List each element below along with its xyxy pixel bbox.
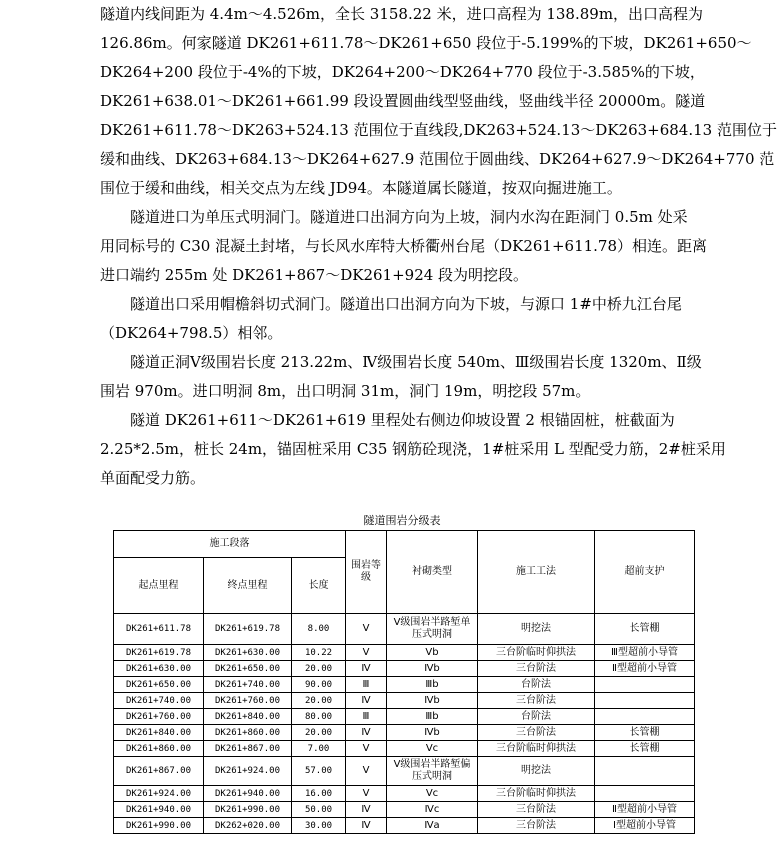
paragraph-line: 进口端约 255m 处 DK261+867～DK261+924 段为明挖段。 [100, 266, 529, 284]
start-cell: DK261+924.00 [114, 786, 204, 802]
length-cell: 57.00 [292, 757, 346, 786]
grade-cell: Ⅳ [346, 818, 387, 834]
lining-cell: Ⅴc [387, 741, 478, 757]
start-cell: DK261+740.00 [114, 693, 204, 709]
table-row [114, 818, 695, 834]
lining-cell: Ⅳb [387, 661, 478, 677]
support-cell [595, 693, 695, 709]
table-row [114, 725, 695, 741]
end-cell: DK261+867.00 [204, 741, 292, 757]
header-end: 终点里程 [204, 558, 292, 614]
table-body [114, 614, 695, 834]
lining-cell: Ⅳa [387, 818, 478, 834]
header-lining: 衬砌类型 [387, 531, 478, 614]
method-cell: 台阶法 [478, 709, 595, 725]
table-row [114, 693, 695, 709]
lining-cell: Ⅳc [387, 802, 478, 818]
paragraph [100, 406, 726, 493]
end-cell: DK261+990.00 [204, 802, 292, 818]
paragraph [100, 348, 704, 406]
support-cell [595, 786, 695, 802]
support-cell: Ⅲ型超前小导管 [595, 645, 695, 661]
end-cell: DK261+760.00 [204, 693, 292, 709]
support-cell: Ⅰ型超前小导管 [595, 818, 695, 834]
table-row [114, 677, 695, 693]
length-cell: 80.00 [292, 709, 346, 725]
length-cell: 8.00 [292, 614, 346, 645]
grade-cell: Ⅳ [346, 802, 387, 818]
support-cell [595, 677, 695, 693]
length-cell: 20.00 [292, 661, 346, 677]
grade-cell: Ⅴ [346, 614, 387, 645]
table-row [114, 741, 695, 757]
grade-cell: Ⅳ [346, 725, 387, 741]
lining-cell: Ⅴ级围岩半路堑偏压式明洞 [387, 757, 478, 786]
header-grade: 围岩等级 [346, 531, 387, 614]
start-cell: DK261+611.78 [114, 614, 204, 645]
grade-cell: Ⅴ [346, 741, 387, 757]
start-cell: DK261+650.00 [114, 677, 204, 693]
start-cell: DK261+940.00 [114, 802, 204, 818]
table-row [114, 614, 695, 645]
lining-cell: Ⅲb [387, 709, 478, 725]
support-cell: 长管棚 [595, 614, 695, 645]
start-cell: DK261+990.00 [114, 818, 204, 834]
grade-cell: Ⅴ [346, 786, 387, 802]
length-cell: 7.00 [292, 741, 346, 757]
method-cell: 三台阶临时仰拱法 [478, 786, 595, 802]
end-cell: DK261+650.00 [204, 661, 292, 677]
lining-cell: Ⅴ级围岩半路堑单压式明洞 [387, 614, 478, 645]
method-cell: 三台阶法 [478, 693, 595, 709]
paragraph [100, 203, 708, 290]
end-cell: DK261+924.00 [204, 757, 292, 786]
grade-cell: Ⅲ [346, 709, 387, 725]
paragraph-line: 隧道 DK261+611～DK261+619 里程处右侧边仰坡设置 2 根锚固桩，桩截面为 [130, 411, 675, 429]
start-cell: DK261+867.00 [114, 757, 204, 786]
end-cell: DK261+940.00 [204, 786, 292, 802]
method-cell: 三台阶临时仰拱法 [478, 645, 595, 661]
support-cell: 长管棚 [595, 741, 695, 757]
paragraph-line: 隧道正洞Ⅴ级围岩长度 213.22m、Ⅳ级围岩长度 540m、Ⅲ级围岩长度 1320m、Ⅱ级 [130, 353, 702, 371]
method-cell: 三台阶法 [478, 661, 595, 677]
table-row [114, 661, 695, 677]
header-start: 起点里程 [114, 558, 204, 614]
support-cell [595, 709, 695, 725]
grade-cell: Ⅳ [346, 661, 387, 677]
grade-cell: Ⅴ [346, 645, 387, 661]
lining-cell: Ⅴb [387, 645, 478, 661]
paragraph-line: 隧道出口采用帽檐斜切式洞门。隧道出口出洞方向为下坡，与源口 1#中桥九江台尾 [130, 295, 682, 313]
paragraph [100, 290, 704, 348]
header-method: 施工工法 [478, 531, 595, 614]
paragraph-line: DK261+638.01～DK261+661.99 段设置圆曲线型竖曲线，竖曲线半径 20000m。隧道 [100, 92, 706, 110]
start-cell: DK261+860.00 [114, 741, 204, 757]
end-cell: DK262+020.00 [204, 818, 292, 834]
table-title: 隧道围岩分级表 [363, 514, 441, 527]
table-row [114, 757, 695, 786]
paragraph-line: 围位于缓和曲线，相关交点为左线 JD94。本隧道属长隧道，按双向掘进施工。 [100, 179, 622, 197]
lining-cell: Ⅴc [387, 786, 478, 802]
lining-cell: Ⅲb [387, 677, 478, 693]
paragraph-line: （DK264+798.5）相邻。 [100, 324, 283, 342]
table-row [114, 802, 695, 818]
paragraph-line: 围岩 970m。进口明洞 8m，出口明洞 31m，洞门 19m，明挖段 57m。 [100, 382, 591, 400]
method-cell: 明挖法 [478, 614, 595, 645]
rock-grade-table [113, 530, 695, 834]
length-cell: 50.00 [292, 802, 346, 818]
length-cell: 30.00 [292, 818, 346, 834]
support-cell: Ⅱ型超前小导管 [595, 802, 695, 818]
start-cell: DK261+760.00 [114, 709, 204, 725]
end-cell: DK261+619.78 [204, 614, 292, 645]
paragraph-line: 隧道进口为单压式明洞门。隧道进口出洞方向为上坡，洞内水沟在距洞门 0.5m 处采 [130, 208, 688, 226]
length-cell: 16.00 [292, 786, 346, 802]
table-row [114, 645, 695, 661]
method-cell: 三台阶法 [478, 818, 595, 834]
paragraph-line: 隧道内线间距为 4.4m～4.526m，全长 3158.22 米，进口高程为 138.89m，出口高程为 [100, 5, 704, 23]
end-cell: DK261+630.00 [204, 645, 292, 661]
lining-cell: Ⅳb [387, 725, 478, 741]
paragraph-line: 2.25*2.5m，桩长 24m，锚固桩采用 C35 钢筋砼现浇，1#桩采用 L 型配受力筋，2#桩采用 [100, 440, 726, 458]
method-cell: 明挖法 [478, 757, 595, 786]
paragraph-line: 用同标号的 C30 混凝土封堵，与长风水库特大桥衢州台尾（DK261+611.78）相连。距离 [100, 237, 708, 255]
table-row [114, 786, 695, 802]
start-cell: DK261+630.00 [114, 661, 204, 677]
grade-cell: Ⅴ [346, 757, 387, 786]
start-cell: DK261+840.00 [114, 725, 204, 741]
paragraph-line: 单面配受力筋。 [100, 469, 206, 487]
header-length: 长度 [292, 558, 346, 614]
lining-cell: Ⅳb [387, 693, 478, 709]
end-cell: DK261+840.00 [204, 709, 292, 725]
grade-cell: Ⅲ [346, 677, 387, 693]
support-cell: Ⅱ型超前小导管 [595, 661, 695, 677]
method-cell: 台阶法 [478, 677, 595, 693]
method-cell: 三台阶临时仰拱法 [478, 741, 595, 757]
end-cell: DK261+860.00 [204, 725, 292, 741]
end-cell: DK261+740.00 [204, 677, 292, 693]
paragraph-line: 126.86m。何家隧道 DK261+611.78～DK261+650 段位于-5.199%的下坡，DK261+650～ [100, 34, 752, 52]
length-cell: 20.00 [292, 725, 346, 741]
method-cell: 三台阶法 [478, 802, 595, 818]
paragraph-line: DK261+611.78～DK263+524.13 范围位于直线段,DK263+524.13～DK263+684.13 范围位于 [100, 121, 777, 139]
method-cell: 三台阶法 [478, 725, 595, 741]
paragraph [100, 0, 777, 203]
length-cell: 90.00 [292, 677, 346, 693]
support-cell: 长管棚 [595, 725, 695, 741]
length-cell: 20.00 [292, 693, 346, 709]
start-cell: DK261+619.78 [114, 645, 204, 661]
header-section: 施工段落 [114, 531, 346, 558]
length-cell: 10.22 [292, 645, 346, 661]
paragraph-line: 缓和曲线、DK263+684.13～DK264+627.9 范围位于圆曲线、DK264+627.9～DK264+770 范 [100, 150, 775, 168]
support-cell [595, 757, 695, 786]
grade-cell: Ⅳ [346, 693, 387, 709]
paragraph-line: DK264+200 段位于-4%的下坡，DK264+200～DK264+770 段位于-3.585%的下坡， [100, 63, 705, 81]
table-row [114, 709, 695, 725]
header-support: 超前支护 [595, 531, 695, 614]
